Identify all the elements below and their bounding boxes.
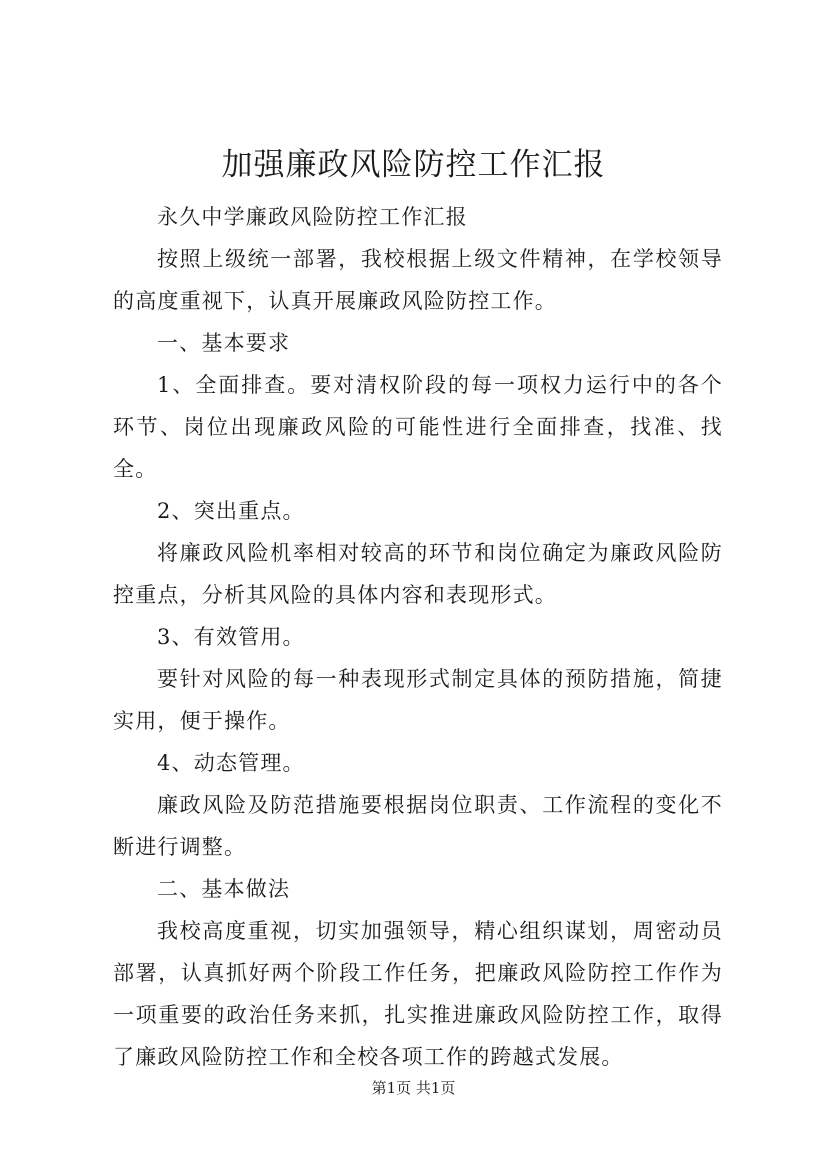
document-title: 加强廉政风险防控工作汇报 (221, 147, 606, 183)
document-body (113, 196, 723, 1078)
paragraph: 要针对风险的每一种表现形式制定具体的预防措施，简捷实用，便于操作。 (113, 667, 723, 733)
section-heading: 一、基本要求 (157, 331, 291, 355)
paragraph: 按照上级统一部署，我校根据上级文件精神，在学校领导的高度重视下，认真开展廉政风险防控工作。 (113, 247, 723, 313)
item-heading: 4、动态管理。 (157, 751, 305, 775)
paragraph-subtitle: 永久中学廉政风险防控工作汇报 (157, 205, 468, 229)
item-heading: 2、突出重点。 (157, 499, 305, 523)
item-heading: 3、有效管用。 (157, 625, 305, 649)
paragraph: 1、全面排查。要对清权阶段的每一项权力运行中的各个环节、岗位出现廉政风险的可能性进行全面排查，找准、找全。 (113, 373, 723, 481)
paragraph: 廉政风险及防范措施要根据岗位职责、工作流程的变化不断进行调整。 (113, 793, 723, 859)
page-number-footer: 第1页 共1页 (371, 1079, 456, 1097)
paragraph: 我校高度重视，切实加强领导，精心组织谋划，周密动员部署，认真抓好两个阶段工作任务，把廉政风险防控工作作为一项重要的政治任务来抓，扎实推进廉政风险防控工作，取得了廉政风险防控工作和全校各项工作的跨越式发展。 (113, 919, 723, 1069)
section-heading: 二、基本做法 (157, 877, 291, 901)
paragraph: 将廉政风险机率相对较高的环节和岗位确定为廉政风险防控重点，分析其风险的具体内容和表现形式。 (113, 541, 723, 607)
